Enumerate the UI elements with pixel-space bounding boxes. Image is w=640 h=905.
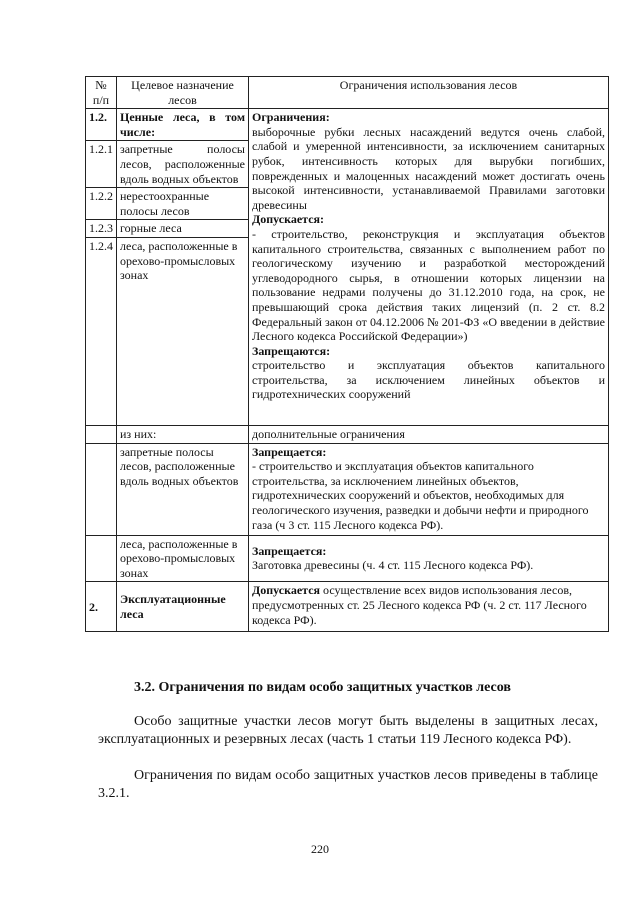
page-number: 220 — [311, 842, 329, 856]
row-num: 1.2.1 — [86, 141, 117, 188]
paragraph-1: Особо защитные участки лесов могут быть выделены в защитных лесах, эксплуатационных и резервных лесах (часть 1 статьи 119 Лесного кодекса РФ). — [98, 714, 598, 747]
row-num: 1.2.3 — [86, 220, 117, 238]
allowed-heading: Допускается — [252, 583, 321, 598]
row-restrictions — [249, 109, 609, 426]
allowed-text: осуществление всех видов использования лесов, предусмотренных ст. 25 Лесного кодекса РФ (ч. 2 ст. 117 Лесного кодекса РФ). — [252, 583, 587, 627]
row-purpose: запретные полосы лесов, расположенные вдоль водных объектов — [117, 443, 249, 535]
paragraph-2: Ограничения по видам особо защитных участков лесов приведены в таблице 3.2.1. — [98, 768, 598, 801]
row-num: 1.2. — [86, 109, 117, 141]
row-num: 2. — [86, 582, 117, 632]
restriction-text: выборочные рубки лесных насаждений ведутся очень слабой, слабой и умеренной интенсивности, за исключением санитарных рубок, интенсивность которых для вырубки погибших, поврежденных и малоценных насаждений может достигать очень высокой интенсивности, устанавливаемой Правилами заготовки древесины — [252, 124, 605, 212]
table-header-row — [86, 77, 609, 109]
row-restrictions: дополнительные ограничения — [249, 425, 609, 443]
row-purpose: запретные полосы лесов, расположенные вдоль водных объектов — [117, 141, 249, 188]
row-purpose: Эксплуатационные леса — [117, 582, 249, 632]
table-row — [86, 425, 609, 443]
forbidden-text: Заготовка древесины (ч. 4 ст. 115 Лесного кодекса РФ). — [252, 558, 534, 573]
row-purpose: из них: — [117, 425, 249, 443]
row-restrictions — [249, 582, 609, 632]
table-row — [86, 535, 609, 582]
row-purpose: леса, расположенные в орехово-промысловых зонах — [117, 535, 249, 582]
restriction-heading: Ограничения: — [252, 110, 330, 125]
row-purpose: горные леса — [117, 220, 249, 238]
forbidden-text: - строительство и эксплуатация объектов капитального строительства, за исключением линейных объектов, гидротехнических сооружений и объектов, необходимых для геологического изучения, разведки и добычи нефти и природного газа (ч 3 ст. 115 Лесного кодекса РФ). — [252, 459, 589, 532]
forbidden-heading: Запрещаются: — [252, 343, 331, 358]
forbidden-heading: Запрещается: — [252, 444, 327, 459]
header-num: № п/п — [86, 77, 117, 109]
forbidden-text: строительство и эксплуатация объектов капитального строительства, за исключением линейных объектов и гидротехнических сооружений — [252, 358, 605, 402]
row-restrictions — [249, 535, 609, 582]
table-row — [86, 443, 609, 535]
header-restrictions: Ограничения использования лесов — [249, 77, 609, 109]
row-purpose: Ценные леса, в том числе: — [117, 109, 249, 141]
restrictions-table — [85, 76, 609, 632]
row-purpose: нерестоохранные полосы лесов — [117, 188, 249, 220]
row-num: 1.2.2 — [86, 188, 117, 220]
forbidden-heading: Запрещается: — [252, 543, 327, 558]
row-restrictions — [249, 443, 609, 535]
row-purpose: леса, расположенные в орехово-промысловых зонах — [117, 237, 249, 425]
row-num: 1.2.4 — [86, 237, 117, 425]
allowed-text: - строительство, реконструкция и эксплуатация объектов капитального строительства, связанных с выполнением работ по геологическому изучению и разработкой месторождений углеводородного сырья, в отношении которых лицензии на пользование недрами получены до 31.12.2010 года, на срок, не превышающий срока действия таких лицензий (п. 2 ст. 8.2 Федеральный закон от 04.12.2006 № 201-ФЗ «О введении в действие Лесного кодекса Российской Федерации») — [252, 226, 605, 344]
table-row — [86, 109, 609, 141]
section-title: 3.2. Ограничения по видам особо защитных участков лесов — [134, 680, 511, 695]
allowed-heading: Допускается: — [252, 212, 325, 227]
table-row — [86, 582, 609, 632]
header-purpose: Целевое назначение лесов — [117, 77, 249, 109]
